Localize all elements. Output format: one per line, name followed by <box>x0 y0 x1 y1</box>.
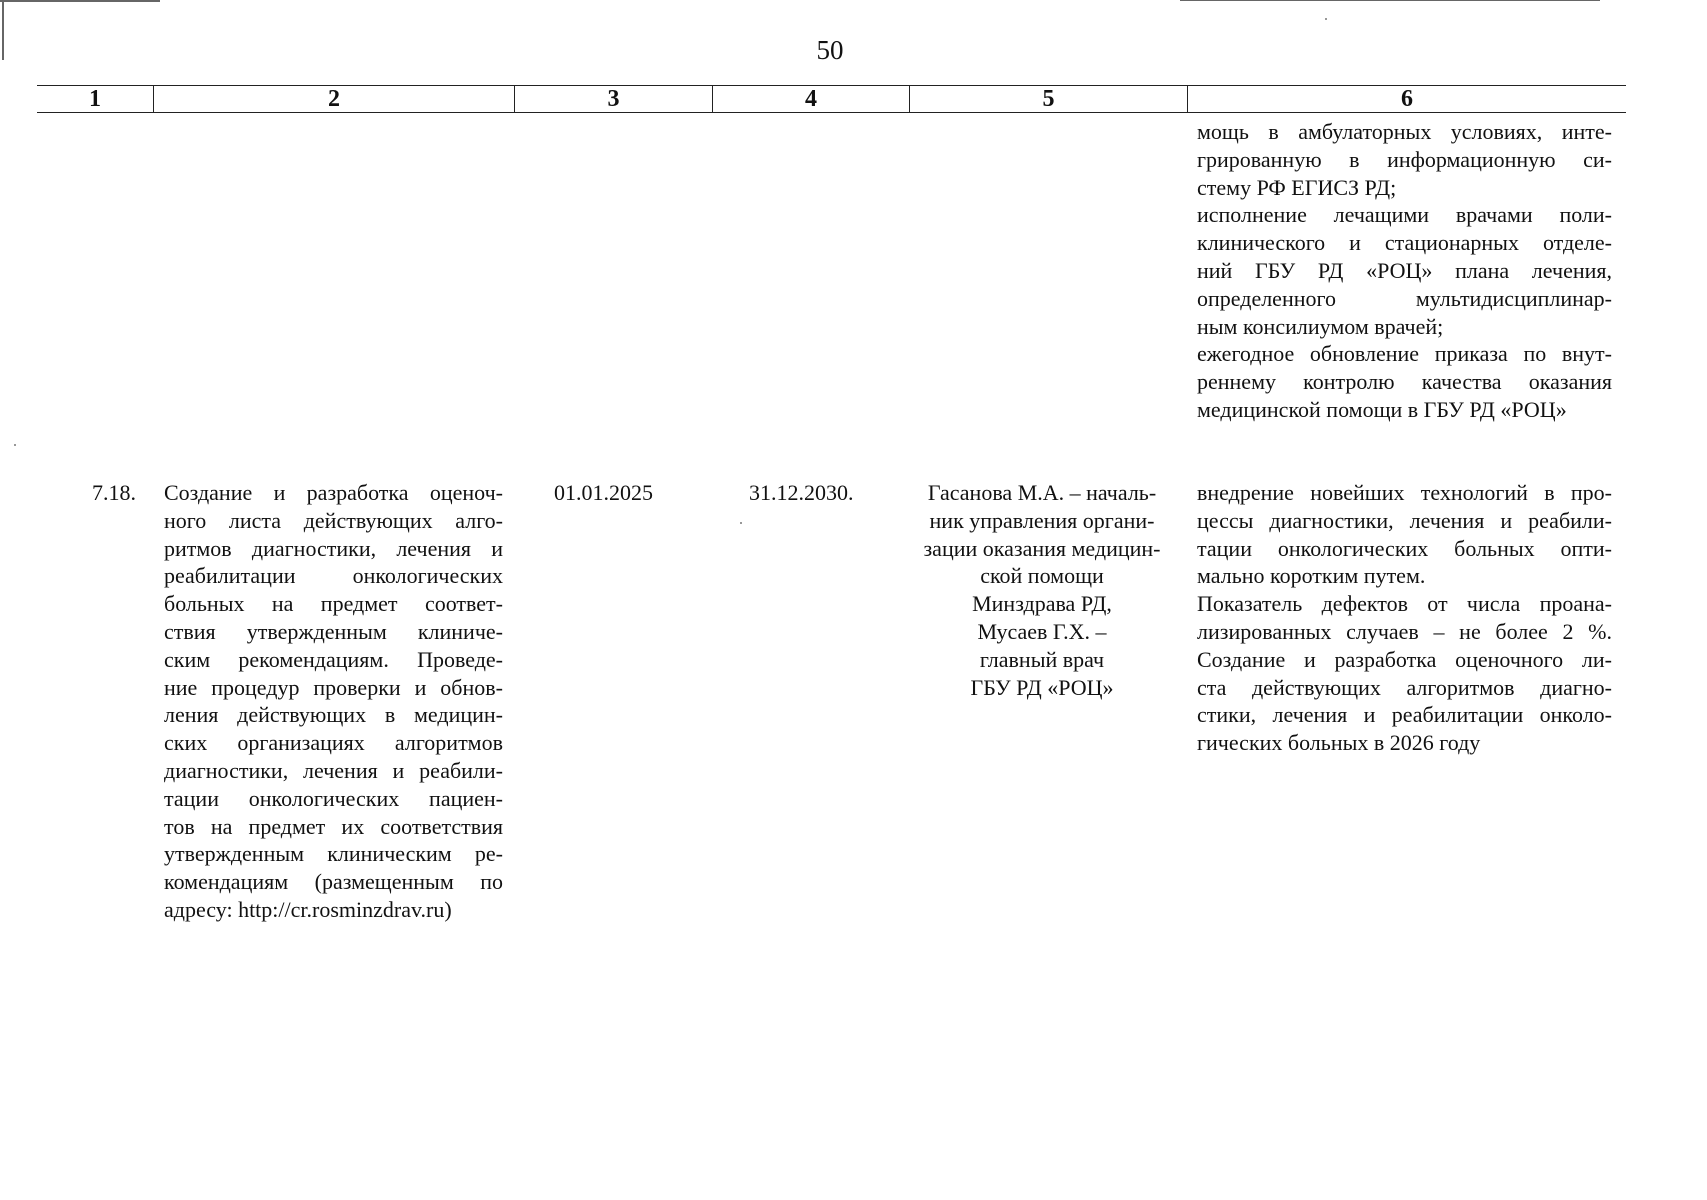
text-line: тов на предмет их соответствия <box>164 813 503 839</box>
expected-result <box>1197 479 1612 757</box>
scan-speck <box>740 522 742 524</box>
text-line: ским рекомендациям. Проведе- <box>164 646 503 672</box>
text-line: медицинской помощи в ГБУ РД «РОЦ» <box>1197 396 1567 422</box>
text-line: мально коротким путем. <box>1197 563 1426 589</box>
text-line: комендациям (размещенным по <box>164 869 503 895</box>
text-line: стики, лечения и реабилитации онколо- <box>1197 702 1612 728</box>
text-line: Гасанова М.А. – началь- <box>927 480 1157 505</box>
text-line: ного листа действующих алго- <box>164 507 503 533</box>
text-line: тации онкологических пациен- <box>164 785 503 811</box>
text-line: ний ГБУ РД «РОЦ» плана лечения, <box>1197 257 1612 283</box>
text-line: Создание и разработка оценоч- <box>164 480 503 505</box>
text-line: клинического и стационарных отделе- <box>1197 230 1612 256</box>
text-line: адресу: http://cr.rosminzdrav.ru) <box>164 896 452 922</box>
scan-speck <box>14 444 16 446</box>
column-header-3: 3 <box>515 86 713 112</box>
end-date-text: 31.12.2030. <box>749 480 854 505</box>
column-header-6: 6 <box>1401 86 1413 112</box>
text-line: ской помощи <box>980 563 1104 589</box>
responsible-persons <box>908 479 1176 701</box>
text-line: внедрение новейших технологий в про- <box>1197 480 1612 505</box>
text-line: ГБУ РД «РОЦ» <box>970 674 1114 700</box>
text-line: ских организациях алгоритмов <box>164 730 503 756</box>
row-number <box>92 479 142 507</box>
text-line: ежегодное обновление приказа по внут- <box>1197 341 1612 367</box>
end-date <box>749 479 879 507</box>
text-line: ления действующих в медицин- <box>164 702 503 728</box>
text-line: ритмов диагностики, лечения и <box>164 535 503 561</box>
text-line: ствия утвержденным клиниче- <box>164 618 503 644</box>
text-line: грированную в информационную си- <box>1197 146 1612 172</box>
text-line: тации онкологических больных опти- <box>1197 535 1612 561</box>
text-line: исполнение лечащими врачами поли- <box>1197 202 1612 228</box>
text-line: диагностики, лечения и реабили- <box>164 757 503 783</box>
row-description <box>164 479 503 924</box>
page-number: 50 <box>816 35 844 65</box>
scan-edge-top-right <box>1180 0 1600 1</box>
text-line: ста действующих алгоритмов диагно- <box>1197 674 1612 700</box>
text-line: определенного мультидисциплинар- <box>1197 285 1612 311</box>
text-line: Минздрава РД, <box>972 591 1112 617</box>
text-line: утвержденным клиническим ре- <box>164 841 503 867</box>
column-header-5: 5 <box>910 86 1188 112</box>
text-line: стему РФ ЕГИСЗ РД; <box>1197 174 1397 200</box>
text-line: лизированных случаев – не более 2 %. <box>1197 618 1612 644</box>
column-header-2: 2 <box>154 86 515 112</box>
text-line: гических больных в 2026 году <box>1197 730 1481 756</box>
text-line: больных на предмет соответ- <box>164 591 503 617</box>
text-line: мощь в амбулаторных условиях, инте- <box>1197 119 1612 144</box>
start-date-text: 01.01.2025 <box>554 480 653 505</box>
text-line: Показатель дефектов от числа проана- <box>1197 591 1612 617</box>
continued-result-text <box>1197 118 1612 424</box>
table-header-row <box>37 85 1626 113</box>
column-header-4: 4 <box>713 86 910 112</box>
text-line: Мусаев Г.Х. – <box>977 618 1107 644</box>
text-line: реннему контролю качества оказания <box>1197 369 1612 395</box>
text-line: реабилитации онкологических <box>164 563 503 589</box>
column-header-1: 1 <box>37 86 154 112</box>
row-number-text: 7.18. <box>92 480 136 505</box>
text-line: ние процедур проверки и обнов- <box>164 674 503 700</box>
text-line: ным консилиумом врачей; <box>1197 313 1444 339</box>
text-line: зации оказания медицин- <box>923 535 1161 561</box>
text-line: Создание и разработка оценочного ли- <box>1197 646 1612 672</box>
text-line: цессы диагностики, лечения и реабили- <box>1197 507 1612 533</box>
text-line: ник управления органи- <box>929 507 1155 533</box>
scan-speck <box>1325 18 1327 20</box>
scan-edge-top <box>0 0 160 2</box>
text-line: главный врач <box>979 646 1105 672</box>
start-date <box>554 479 684 507</box>
